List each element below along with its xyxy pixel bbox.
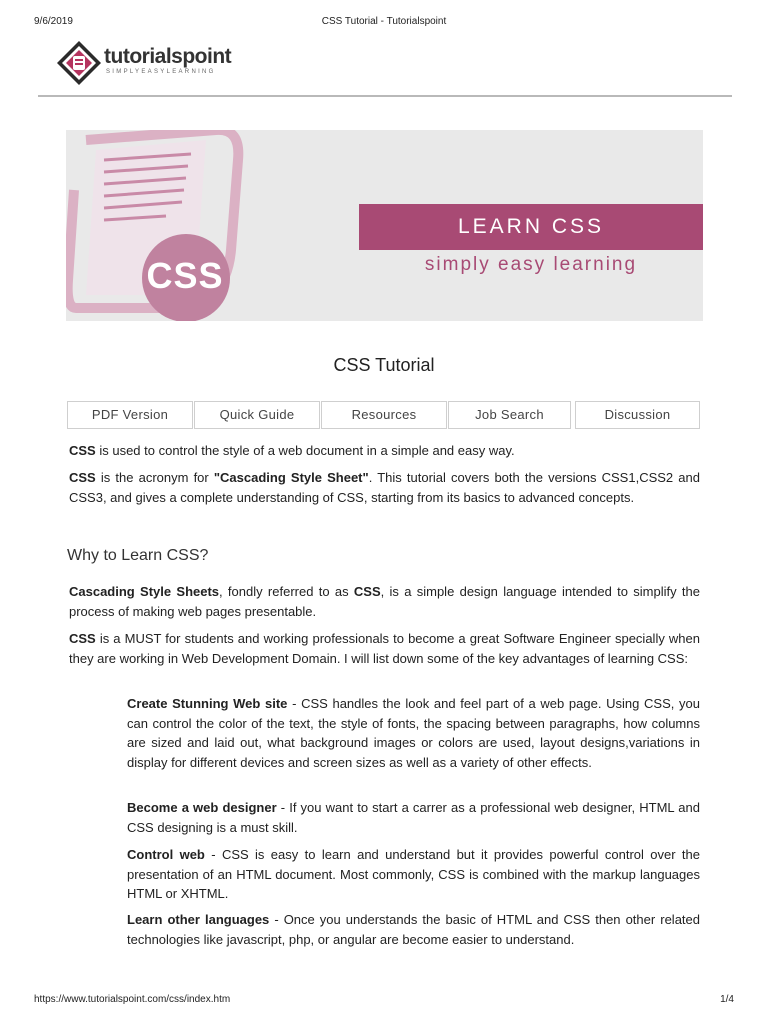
- site-logo[interactable]: [56, 38, 256, 86]
- why-1-bold2: CSS: [353, 584, 381, 599]
- advantage-item: [127, 845, 700, 904]
- why-paragraph-2: [69, 629, 700, 668]
- banner-slogan: simply easy learning: [424, 254, 638, 275]
- section-heading-why: Why to Learn CSS?: [67, 547, 209, 564]
- advantage-text: - CSS is easy to learn and understand but it provides powerful control over the presentation of an HTML document. Most commonly, CSS is combined with the markup languages HTML or XHTML.: [127, 847, 700, 901]
- intro-2-mid: is the acronym for: [95, 470, 214, 485]
- print-date: 9/6/2019: [34, 16, 73, 27]
- why-paragraph-1: [69, 582, 700, 621]
- why-1-mid: , fondly referred to as: [219, 584, 354, 599]
- intro-2-text: . This tutorial covers both the versions CSS1,CSS2 and CSS3, and gives a complete understanding of CSS, starting from its basics to advanced concepts.: [69, 470, 700, 505]
- advantage-title: Become a web designer: [127, 800, 277, 815]
- logo-brand: tutorialspoint: [104, 45, 232, 68]
- print-page-number: 1/4: [720, 994, 734, 1005]
- why-2-bold: CSS: [69, 631, 96, 646]
- print-header: [34, 16, 734, 30]
- intro-paragraph-1: [69, 441, 700, 461]
- banner-heading: LEARN CSS: [359, 204, 703, 250]
- banner-css-label: CSS: [146, 255, 224, 296]
- logo-emblem-icon: [56, 40, 102, 86]
- intro-2-bold: CSS: [69, 470, 96, 485]
- why-2-text: is a MUST for students and working professionals to become a great Software Engineer specially when they are working in Web Development Domain. I will list down some of the key advantages of learning CSS:: [69, 631, 700, 666]
- why-1-text: , is a simple design language intended to simplify the process of making web pages presentable.: [69, 584, 700, 619]
- advantage-text: - If you want to start a carrer as a professional web designer, HTML and CSS designing is a must skill.: [127, 800, 700, 835]
- advantage-item: [127, 798, 700, 837]
- why-1-bold: Cascading Style Sheets: [69, 584, 220, 599]
- tab-discussion[interactable]: Discussion: [575, 401, 700, 429]
- advantage-item: [127, 910, 700, 949]
- logo-tagline: SIMPLYEASYLEARNING: [106, 69, 216, 75]
- print-url[interactable]: https://www.tutorialspoint.com/css/index.htm: [34, 994, 231, 1005]
- print-title: CSS Tutorial - Tutorialspoint: [321, 16, 447, 27]
- tab-resources[interactable]: Resources: [321, 401, 447, 429]
- advantage-title: Control web: [127, 847, 205, 862]
- advantage-text: - Once you understands the basic of HTML and CSS then other related technologies like javascript, php, or angular are become easier to understand.: [127, 912, 700, 947]
- advantage-title: Learn other languages: [127, 912, 270, 927]
- print-footer: [34, 994, 734, 1008]
- tab-job-search[interactable]: Job Search: [448, 401, 571, 429]
- advantage-text: - CSS handles the look and feel part of a web page. Using CSS, you can control the color of the text, the style of fonts, the spacing between paragraphs, how columns are sized and laid out, what background images or colors are used, layout designs,variations in display for different devices and screen sizes as well as a variety of other effects.: [127, 696, 700, 770]
- intro-paragraph-2: [69, 468, 700, 507]
- intro-2-bold2: "Cascading Style Sheet": [213, 470, 369, 485]
- tutorial-nav: [67, 401, 699, 429]
- tab-quick-guide[interactable]: Quick Guide: [194, 401, 320, 429]
- hero-banner: [66, 130, 703, 321]
- intro-1-bold: CSS: [69, 443, 96, 458]
- page-title: CSS Tutorial: [333, 355, 435, 375]
- advantage-title: Create Stunning Web site: [127, 696, 288, 711]
- tab-pdf-version[interactable]: PDF Version: [67, 401, 193, 429]
- header-divider: [38, 95, 732, 97]
- advantage-item: [127, 694, 700, 772]
- intro-1-text: is used to control the style of a web document in a simple and easy way.: [95, 443, 515, 458]
